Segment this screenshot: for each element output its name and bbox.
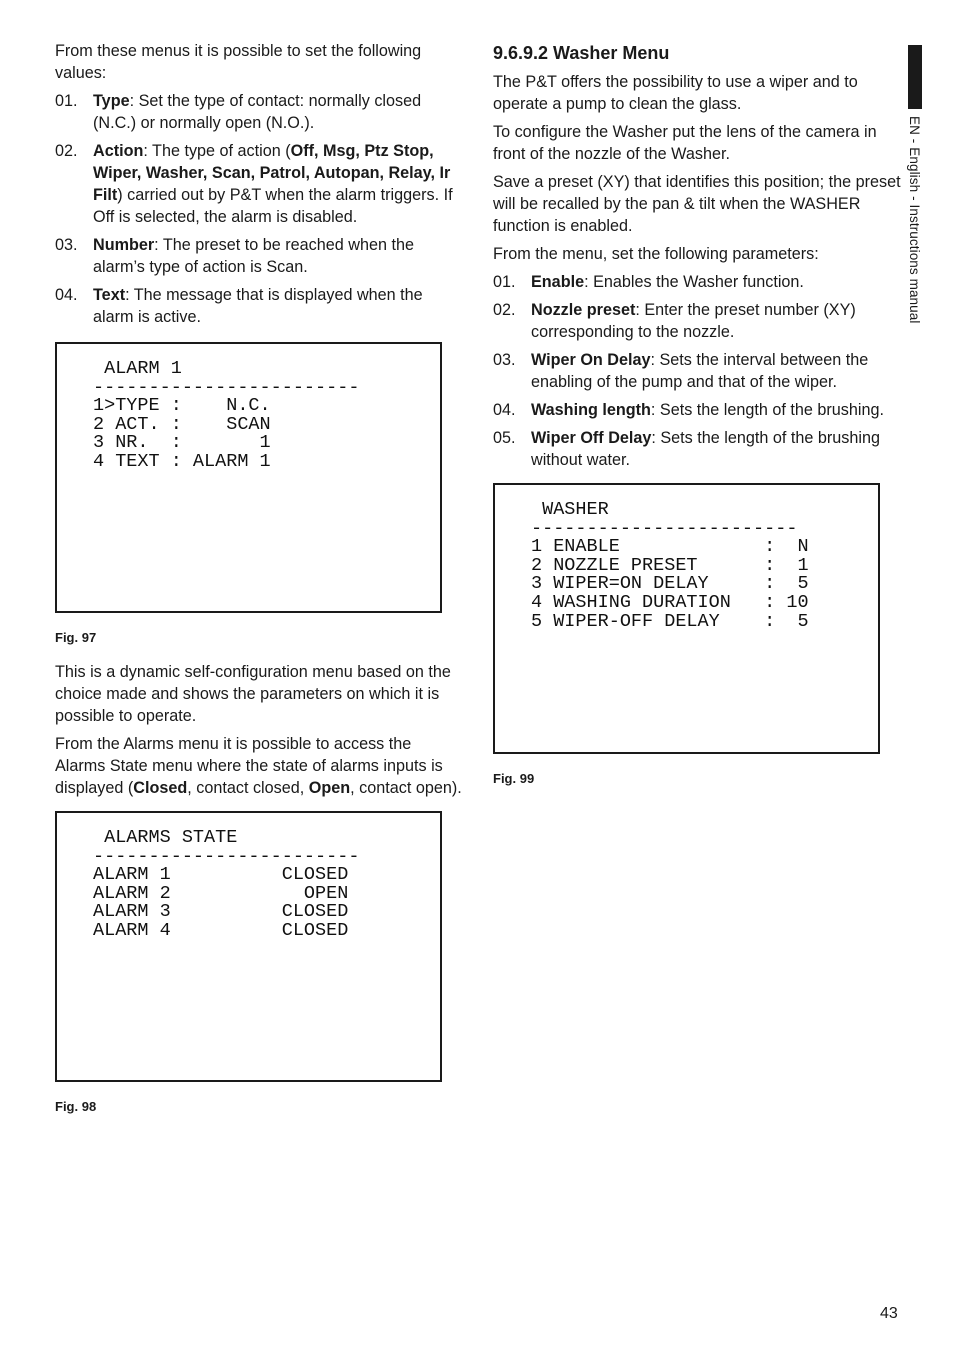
screen-line: WASHER xyxy=(531,499,609,520)
item-term: Wiper On Delay xyxy=(531,351,651,369)
figure-caption: Fig. 98 xyxy=(55,1099,97,1114)
item-number: 05. xyxy=(493,429,516,447)
paragraph: To configure the Washer put the lens of the camera in front of the nozzle of the Washer. xyxy=(493,123,877,163)
item-text: : Enables the Washer function. xyxy=(584,273,804,291)
screen-line: ------------------------ xyxy=(93,845,360,867)
item-term: Washing length xyxy=(531,401,651,419)
intro-paragraph: From these menus it is possible to set the following values: xyxy=(55,42,422,82)
washer-menu-screen xyxy=(493,483,880,754)
screen-line: 3 WIPER=ON DELAY : 5 xyxy=(531,573,809,595)
figure-caption: Fig. 97 xyxy=(55,630,97,645)
item-number: 04. xyxy=(493,401,516,419)
screen-line: ALARMS STATE xyxy=(93,827,238,848)
screen-line: ALARM 1 CLOSED xyxy=(93,864,349,886)
screen-line: 4 WASHING DURATION : 10 xyxy=(531,591,809,613)
screen-line: 2 ACT. : SCAN xyxy=(93,413,271,435)
paragraph: The P&T offers the possibility to use a wiper and to operate a pump to clean the glass. xyxy=(493,73,858,113)
item-number: 03. xyxy=(493,351,516,369)
list-item xyxy=(55,234,463,278)
item-number: 01. xyxy=(55,92,78,110)
action-options: Off, Msg, Ptz Stop, Wiper, Washer, Scan, Patrol, Autopan, Relay, Ir Filt xyxy=(93,142,451,204)
item-term: Nozzle preset xyxy=(531,301,636,319)
list-item xyxy=(55,140,463,228)
item-term: Action xyxy=(93,142,144,160)
item-term: Wiper Off Delay xyxy=(531,429,652,447)
item-text: : The type of action ( xyxy=(143,142,291,160)
page-number: 43 xyxy=(880,1305,898,1322)
item-number: 02. xyxy=(493,301,516,319)
left-column xyxy=(55,40,463,1118)
list-item xyxy=(493,427,901,471)
screen-line: 5 WIPER-OFF DELAY : 5 xyxy=(531,610,809,632)
dynamic-menu-paragraph: This is a dynamic self-configuration menu based on the choice made and shows the parameters on which it is possible to operate. xyxy=(55,663,451,725)
screen-line: ALARM 4 CLOSED xyxy=(93,919,349,941)
item-term: Number xyxy=(93,236,155,254)
screen-line: 3 NR. : 1 xyxy=(93,432,271,454)
item-text: : Set the type of contact: normally closed (N.C.) or normally open (N.O.). xyxy=(93,92,422,132)
right-column xyxy=(493,40,901,790)
section-heading: 9.6.9.2 Washer Menu xyxy=(493,43,670,63)
item-term: Enable xyxy=(531,273,585,291)
screen-line: ALARM 3 CLOSED xyxy=(93,901,349,923)
alarms-state-paragraph: From the Alarms menu it is possible to access the Alarms State menu where the state of alarms inputs is displayed (Closed, contact closed, Open, contact open). xyxy=(55,735,462,797)
alarms-state-screen xyxy=(55,811,442,1082)
item-text: ) carried out by P&T when the alarm triggers. If Off is selected, the alarm is disabled. xyxy=(93,186,453,226)
item-text: : Sets the length of the brushing without water. xyxy=(531,429,880,469)
item-text: : Enter the preset number (XY) corresponding to the nozzle. xyxy=(531,301,856,341)
item-term: Type xyxy=(93,92,130,110)
list-item xyxy=(493,299,901,343)
item-text: : The message that is displayed when the alarm is active. xyxy=(93,286,423,326)
screen-line: ALARM 1 xyxy=(93,358,182,379)
screen-line: ------------------------ xyxy=(93,376,360,398)
side-language-label: EN - English - Instructions manual xyxy=(907,116,922,324)
item-text: : Sets the length of the brushing. xyxy=(650,401,884,419)
item-text: : The preset to be reached when the alarm’s type of action is Scan. xyxy=(93,236,414,276)
list-item xyxy=(493,349,901,393)
paragraph: Save a preset (XY) that identifies this position; the preset will be recalled by the pan & tilt when the WASHER function is enabled. xyxy=(493,173,901,235)
screen-line: 4 TEXT : ALARM 1 xyxy=(93,450,271,472)
item-number: 03. xyxy=(55,236,78,254)
item-number: 04. xyxy=(55,286,78,304)
figure-caption: Fig. 99 xyxy=(493,771,535,786)
item-number: 02. xyxy=(55,142,78,160)
screen-line: ALARM 2 OPEN xyxy=(93,882,349,904)
screen-line: 2 NOZZLE PRESET : 1 xyxy=(531,554,809,576)
screen-line: 1 ENABLE : N xyxy=(531,536,809,558)
item-text: : Sets the interval between the enabling of the pump and that of the wiper. xyxy=(531,351,869,391)
list-item xyxy=(493,399,901,421)
alarm-menu-screen xyxy=(55,342,442,613)
screen-line: ------------------------ xyxy=(531,517,798,539)
item-number: 01. xyxy=(493,273,516,291)
list-item xyxy=(55,284,463,328)
screen-line: 1>TYPE : N.C. xyxy=(93,395,271,417)
item-term: Text xyxy=(93,286,126,304)
paragraph: From the menu, set the following parameters: xyxy=(493,245,819,263)
side-tab-bar xyxy=(908,45,922,109)
list-item xyxy=(493,271,901,293)
list-item xyxy=(55,90,463,134)
